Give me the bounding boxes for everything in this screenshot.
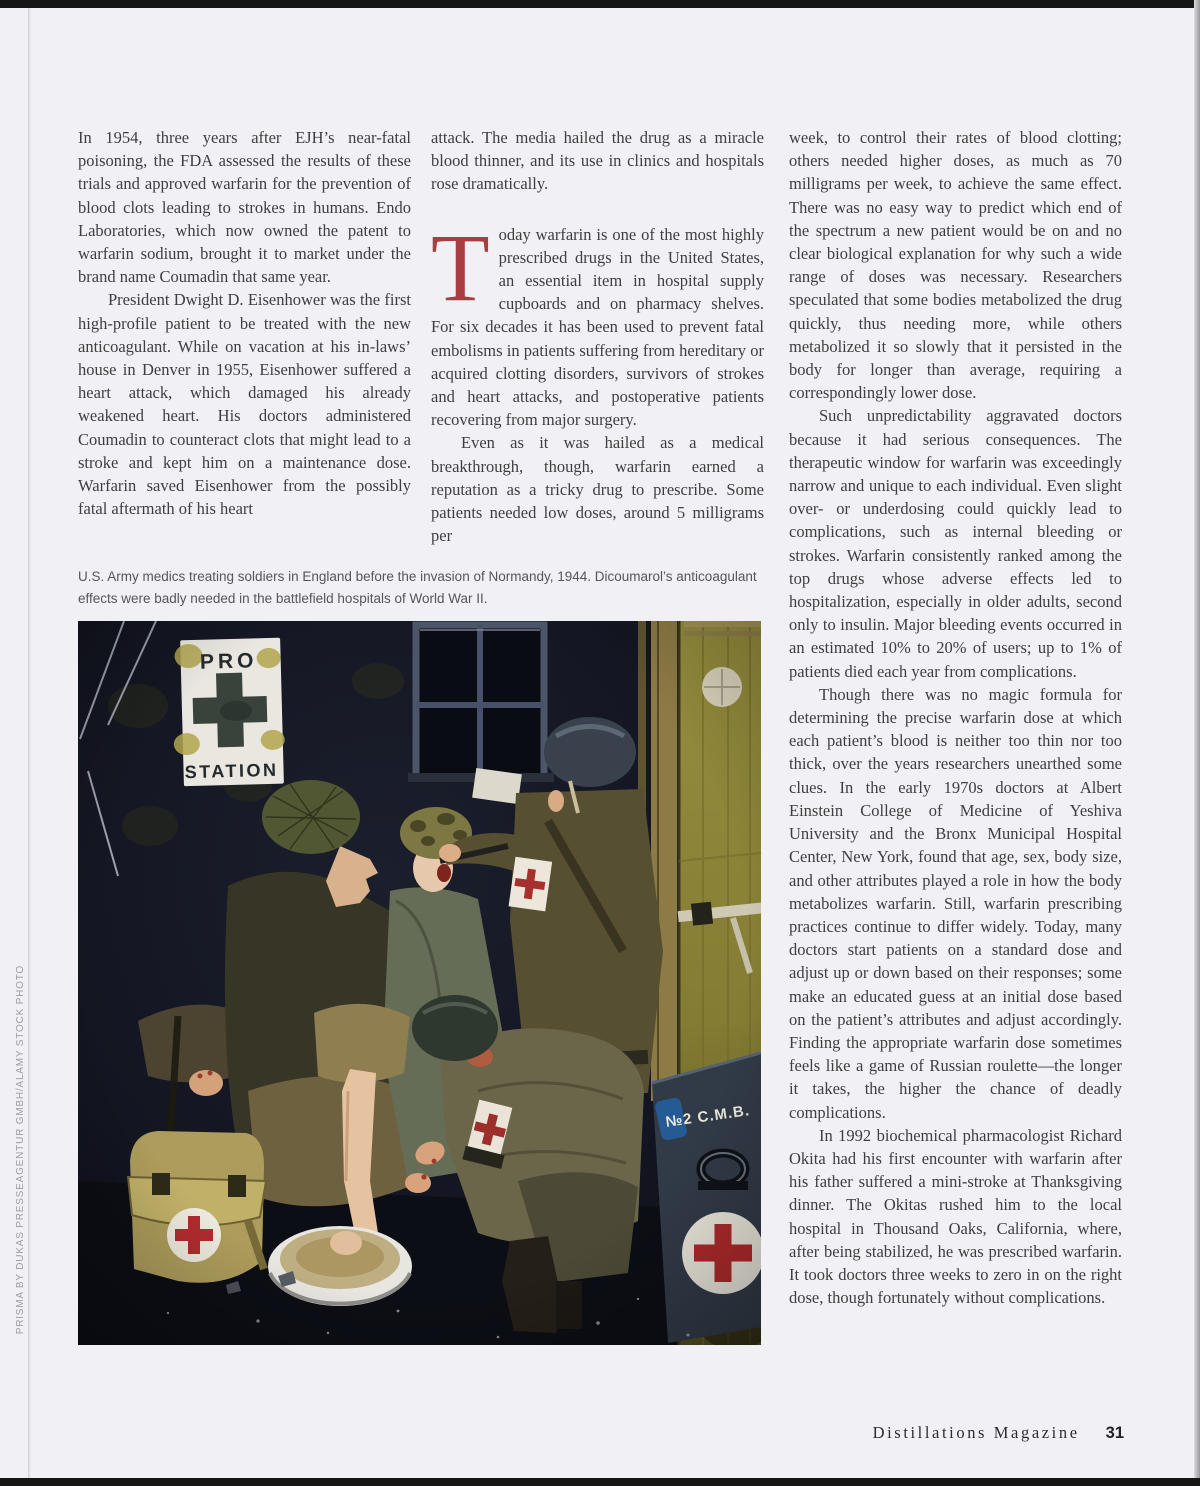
photo-caption: U.S. Army medics treating soldiers in England before the invasion of Normandy, 1944. Dicoumarol’s anticoagulant effects were badly needed in the battlefield hospitals of World War II. <box>78 569 757 606</box>
photo-credit: PRISMA BY DUKAS PRESSEAGENTUR GMBH/ALAMY STOCK PHOTO <box>15 964 26 1334</box>
article-column-3 <box>789 126 1122 1309</box>
paragraph-col2-p1: attack. The media hailed the drug as a miracle blood thinner, and its use in clinics and hospitals rose dramatically. <box>431 128 764 194</box>
vignette <box>78 621 761 1345</box>
paragraph-col2-p2 <box>431 213 764 432</box>
army-medics-photo <box>78 621 761 1345</box>
article-column-1 <box>78 126 411 520</box>
footer-page-number: 31 <box>1105 1424 1124 1442</box>
drop-cap: T <box>431 213 490 321</box>
scan-edge-bottom <box>0 1478 1200 1486</box>
scan-edge-top <box>0 0 1200 8</box>
paragraph-col1-p1: In 1954, three years after EJH’s near-fatal poisoning, the FDA assessed the results of these trials and approved warfarin for the prevention of blood clots leading to strokes in humans. Endo Laboratories, which now owned the patent to warfarin sodium, brought it to market under the brand name Coumadin that same year. <box>78 128 411 287</box>
photo <box>78 621 761 1345</box>
page-footer <box>873 1423 1124 1443</box>
paragraph-col2-p2-text: oday warfarin is one of the most highly prescribed drugs in the United States, an essential item in hospital supply cupboards and on pharmacy shelves. For six decades it has been used to prevent fatal embolisms in patients suffering from hereditary or acquired clotting disorders, survivors of strokes and heart attacks, and postoperative patients recovering from major surgery. <box>431 224 764 430</box>
page-crease <box>28 8 31 1478</box>
paragraph-col1-p2: President Dwight D. Eisenhower was the first high-profile patient to be treated with the new anticoagulant. While on vacation at his in-laws’ house in Denver in 1955, Eisenhower suffered a heart attack, which damaged his already weakened heart. His doctors administered Coumadin to counteract clots that might lead to a stroke and kept him on a maintenance dose. Warfarin saved Eisenhower from the possibly fatal aftermath of his heart <box>78 290 411 519</box>
footer-magazine-title: Distillations Magazine <box>872 1423 1080 1442</box>
paragraph-col3-p3: Though there was no magic formula for determining the precise warfarin dose at which each patient’s blood is neither too thin nor too thick, over the years researchers unearthed some clues. In the early 1970s doctors at Albert Einstein College of Medicine of Yeshiva University and the Bronx Municipal Hospital Center, New York, found that age, sex, body size, and other attributes played a role in how the body metabolizes warfarin. Still, warfarin prescribing practices continue to differ widely. Today, many doctors start patients on a standard dose and adjust up or down based on their responses; some make an educated guess at an initial dose based on the patient’s attributes and adjust accordingly. Finding the appropriate warfarin dose sometimes feels like a game of Russian roulette—the longer it takes, the higher the chance of deadly complications. <box>789 684 1122 1122</box>
article-column-2 <box>431 126 764 547</box>
paragraph-col2-p3: Even as it was hailed as a medical breakthrough, though, warfarin earned a reputation as a tricky drug to prescribe. Some patients needed low doses, around 5 milligrams per <box>431 433 764 546</box>
paragraph-col3-p4: In 1992 biochemical pharmacologist Richard Okita had his first encounter with warfarin after his father suffered a mini-stroke at Thanksgiving dinner. The Okitas rushed him to the local hospital in Thousand Oaks, California, where, after being stabilized, he was prescribed warfarin. It took doctors three weeks to zero in on the right dose, though fortunately without complications. <box>789 1125 1122 1308</box>
paragraph-col3-p2: Such unpredictability aggravated doctors because it had serious consequences. The therapeutic window for warfarin was exceedingly narrow and unique to each individual. Even slight over- or underdosing could quickly lead to complications, such as internal bleeding or strokes. Warfarin consistently ranked among the top drugs whose adverse effects led to hospitalization, especially in older adults, second only to insulin. Major bleeding events occurred in an estimated 10% to 20% of users; up to 1% of patients died each year from complications. <box>789 406 1122 681</box>
scan-edge-right <box>1194 0 1200 1486</box>
paragraph-col3-p1: week, to control their rates of blood clotting; others needed higher doses, as much as 70 milligrams per week, to achieve the same effect. There was no easy way to predict which end of the spectrum a new patient would be on and no clear biological explanation for why such a wide range of doses was necessary. Researchers speculated that some bodies metabolized the drug quickly, thus needing more, while others metabolized it so slowly that it persisted in the body for longer than average, requiring a correspondingly lower dose. <box>789 128 1122 403</box>
